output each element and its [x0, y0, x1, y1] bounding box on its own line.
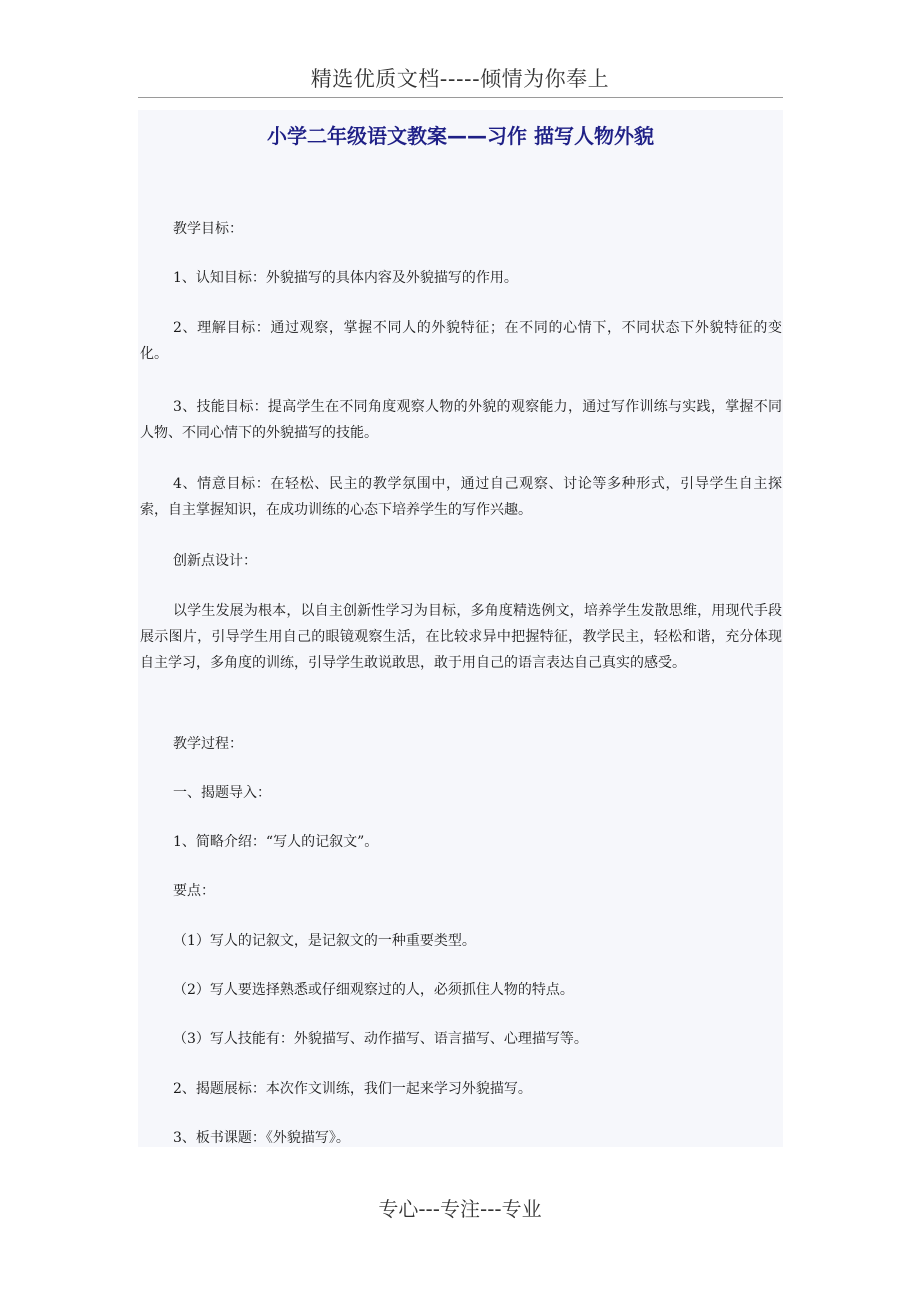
page-header: 精选优质文档-----倾情为你奉上 — [310, 67, 610, 91]
paragraph-section-one: 一、揭题导入： — [173, 785, 271, 801]
paragraph-point-one: （1）写人的记叙文，是记叙文的一种重要类型。 — [173, 933, 476, 949]
paragraph-step-one: 1、简略介绍：“写人的记叙文”。 — [173, 834, 379, 850]
paragraph-teaching-goals-heading: 教学目标： — [173, 221, 243, 237]
paragraph-innovation-body: 以学生发展为根本，以自主创新性学习为目标，多角度精选例文，培养学生发散思维，用现代手段展示图片，引导学生用自己的眼镜观察生活，在比较求异中把握特征，教学民主，轻松和谐，充分体现自主学习，多角度的训练，引导学生敢说敢思，敢于用自己的语言表达自己真实的感受。 — [140, 603, 782, 671]
paragraph-goal-cognitive: 1、认知目标：外貌描写的具体内容及外貌描写的作用。 — [173, 270, 518, 286]
paragraph-key-points: 要点： — [173, 883, 215, 899]
paragraph-point-three: （3）写人技能有：外貌描写、动作描写、语言描写、心理描写等。 — [173, 1031, 588, 1047]
paragraph-step-two: 2、揭题展标：本次作文训练，我们一起来学习外貌描写。 — [173, 1081, 532, 1097]
paragraph-goal-affective: 4、情意目标：在轻松、民主的教学氛围中，通过自己观察、讨论等多种形式，引导学生自主探索，自主掌握知识，在成功训练的心态下培养学生的写作兴趣。 — [140, 476, 782, 518]
document-title: 小学二年级语文教案——习作 描写人物外貌 — [267, 124, 654, 148]
paragraph-innovation-heading: 创新点设计： — [173, 553, 257, 569]
paragraph-goal-skill: 3、技能目标：提高学生在不同角度观察人物的外貌的观察能力，通过写作训练与实践，掌握不同人物、不同心情下的外貌描写的技能。 — [140, 399, 782, 441]
header-divider — [138, 97, 783, 98]
paragraph-point-two: （2）写人要选择熟悉或仔细观察过的人，必须抓住人物的特点。 — [173, 982, 574, 998]
paragraph-goal-understanding: 2、理解目标：通过观察，掌握不同人的外貌特征；在不同的心情下，不同状态下外貌特征的变化。 — [140, 320, 782, 362]
page-footer: 专心---专注---专业 — [378, 1197, 542, 1221]
paragraph-process-heading: 教学过程： — [173, 736, 243, 752]
paragraph-step-three: 3、板书课题：《外貌描写》。 — [173, 1130, 350, 1146]
